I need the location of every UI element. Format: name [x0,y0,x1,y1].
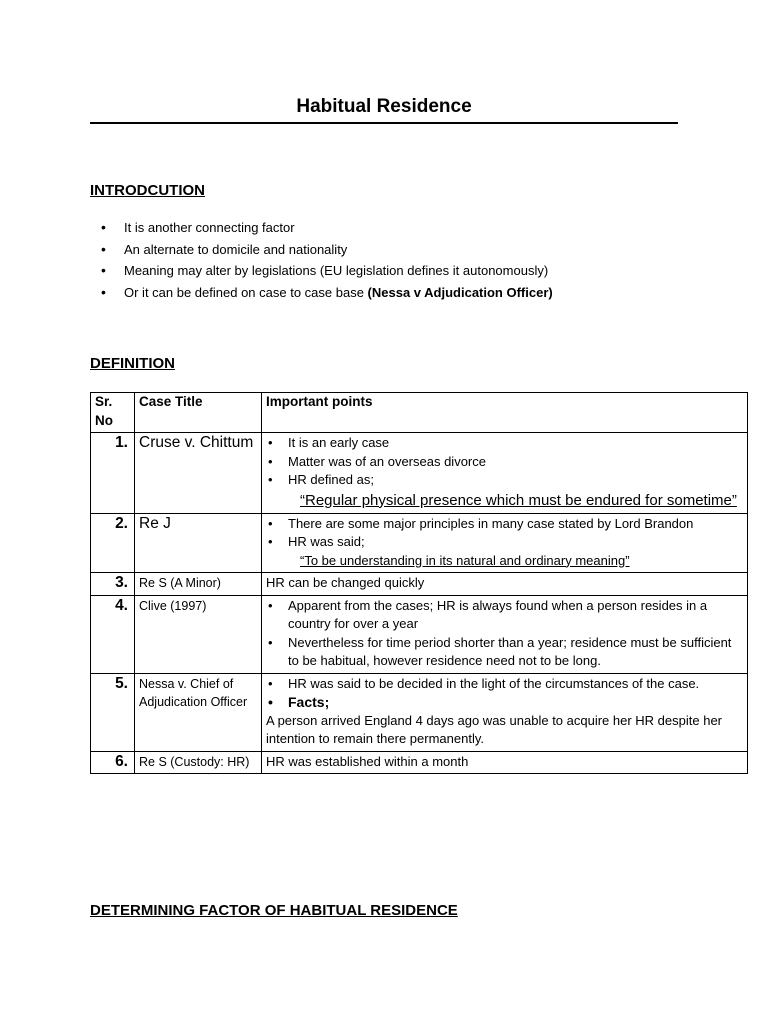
case-title: Re J [135,513,262,573]
definition-quote: “Regular physical presence which must be endured for sometime” [300,491,737,509]
definition-quote: “To be understanding in its natural and ordinary meaning” [300,552,630,568]
table-row [91,751,748,774]
intro-heading: INTRODCUTION [90,182,205,199]
column-header-case-title: Case Title [135,393,262,433]
case-title: Nessa v. Chief of Adjudication Officer [135,673,262,751]
table-row [91,573,748,596]
bullet-text: It is another connecting factor [124,220,295,235]
table-row [91,513,748,573]
bullet-text: An alternate to domicile and nationality [124,241,348,257]
list-item: • Apparent from the cases; HR is always found when a person resides in a country for over a year [266,597,743,634]
important-points: HR can be changed quickly [262,573,748,596]
sr-number: 1. [91,433,135,514]
case-title: Cruse v. Chittum [135,433,262,514]
sr-number: 4. [91,595,135,673]
column-header-important-points: Important points [262,393,748,433]
list-item: • It is an early case [266,434,743,453]
bullet-text: Meaning may alter by legislations (EU legislation defines it autonomously) [124,263,549,279]
case-title: Re S (A Minor) [135,573,262,596]
column-header-sr-no: Sr. No [91,393,135,433]
important-points [262,433,748,514]
table-header-row [91,393,748,433]
sr-number: 2. [91,513,135,573]
determining-factor-heading: DETERMINING FACTOR OF HABITUAL RESIDENCE [90,902,458,919]
facts-label: • Facts; [266,693,743,712]
intro-bullet-list [90,217,553,304]
important-points [262,513,748,573]
list-item: • There are some major principles in many case stated by Lord Brandon [266,515,743,534]
table-row [91,595,748,673]
facts-text: A person arrived England 4 days ago was unable to acquire her HR despite her intention to remain there permanently. [266,712,723,746]
list-item [90,260,553,282]
definition-table [90,392,748,774]
sr-number: 5. [91,673,135,751]
list-item: • Matter was of an overseas divorce [266,453,743,472]
list-item: • HR was said; [266,533,743,552]
table-row [91,673,748,751]
sr-number: 6. [91,751,135,774]
important-points [262,673,748,751]
important-points [262,595,748,673]
page-title: Habitual Residence [296,96,472,117]
bullet-text: Or it can be defined on case to case base [124,285,368,301]
sr-number: 3. [91,573,135,596]
case-citation: (Nessa v Adjudication Officer) [367,285,553,301]
list-item [90,282,553,304]
table-row [91,433,748,514]
definition-heading: DEFINITION [90,355,175,372]
case-title: Clive (1997) [135,595,262,673]
list-item [90,239,553,261]
case-title: Re S (Custody: HR) [135,751,262,774]
list-item: • HR was said to be decided in the light of the circumstances of the case. [266,675,743,694]
list-item: • HR defined as; [266,471,743,490]
list-item [90,217,553,239]
important-points: HR was established within a month [262,751,748,774]
list-item: • Nevertheless for time period shorter than a year; residence must be sufficient to be habitual, however residence need not to be long. [266,634,743,671]
title-underline [90,122,678,124]
